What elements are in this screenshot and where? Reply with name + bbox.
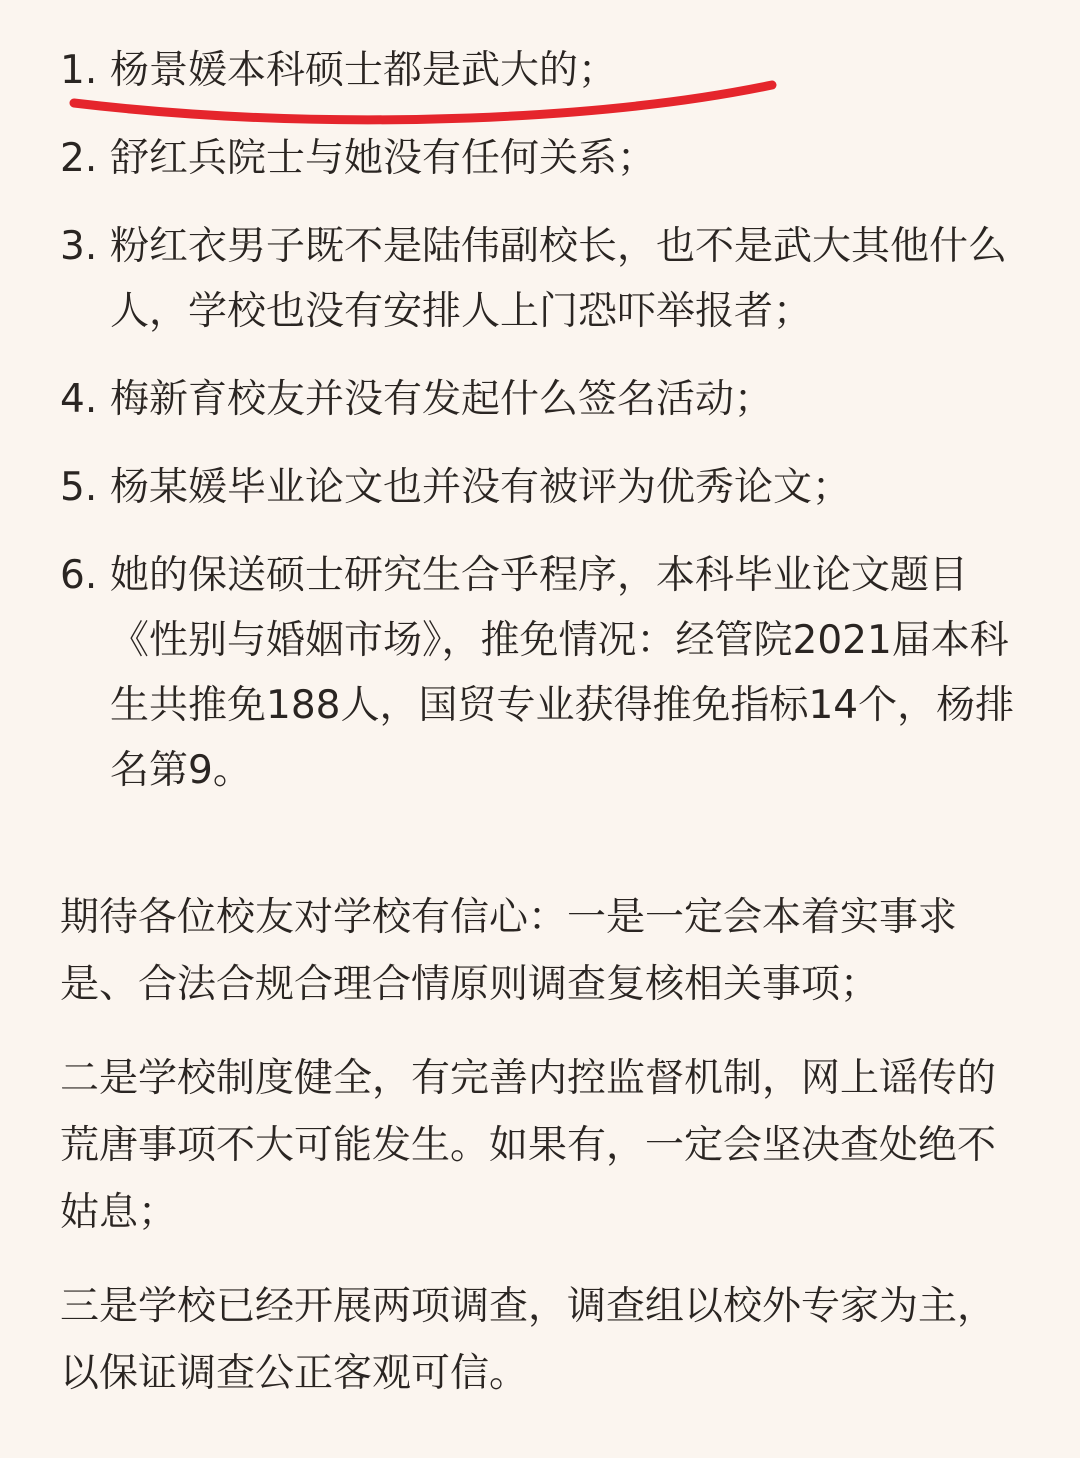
list-item-number: 3.	[60, 224, 98, 269]
closing-paragraphs	[60, 884, 1025, 1434]
list-item-text: 杨景媛本科硕士都是武大的；	[110, 48, 618, 93]
list-item-text: 杨某媛毕业论文也并没有被评为优秀论文；	[110, 465, 852, 510]
list-item-number: 4.	[60, 377, 98, 422]
list-item	[60, 455, 1025, 520]
list-item-text: 梅新育校友并没有发起什么签名活动；	[110, 377, 774, 422]
list-item-number: 5.	[60, 465, 98, 510]
list-item	[60, 367, 1025, 432]
list-item-number: 1.	[60, 48, 98, 93]
list-item	[60, 38, 1025, 103]
list-item	[60, 543, 1025, 803]
list-item	[60, 126, 1025, 191]
paragraph-system: 二是学校制度健全，有完善内控监督机制，网上谣传的荒唐事项不大可能发生。如果有，一定会坚决查处绝不姑息；	[60, 1056, 997, 1235]
paragraph-investigation: 三是学校已经开展两项调查，调查组以校外专家为主，以保证调查公正客观可信。	[60, 1284, 997, 1396]
list-item-number: 2.	[60, 136, 98, 181]
statement-list	[60, 38, 1025, 826]
list-item-text: 她的保送硕士研究生合乎程序，本科毕业论文题目《性别与婚姻市场》，推免情况：经管院2021届本科生共推免188人，国贸专业获得推免指标14个，杨排名第9。	[110, 553, 1015, 793]
list-item-text: 粉红衣男子既不是陆伟副校长，也不是武大其他什么人，学校也没有安排人上门恐吓举报者；	[110, 224, 1008, 334]
list-item	[60, 214, 1025, 344]
list-item-text: 舒红兵院士与她没有任何关系；	[110, 136, 657, 181]
list-item-number: 6.	[60, 553, 98, 598]
paragraph-confidence: 期待各位校友对学校有信心：一是一定会本着实事求是、合法合规合理合情原则调查复核相关事项；	[60, 895, 958, 1007]
